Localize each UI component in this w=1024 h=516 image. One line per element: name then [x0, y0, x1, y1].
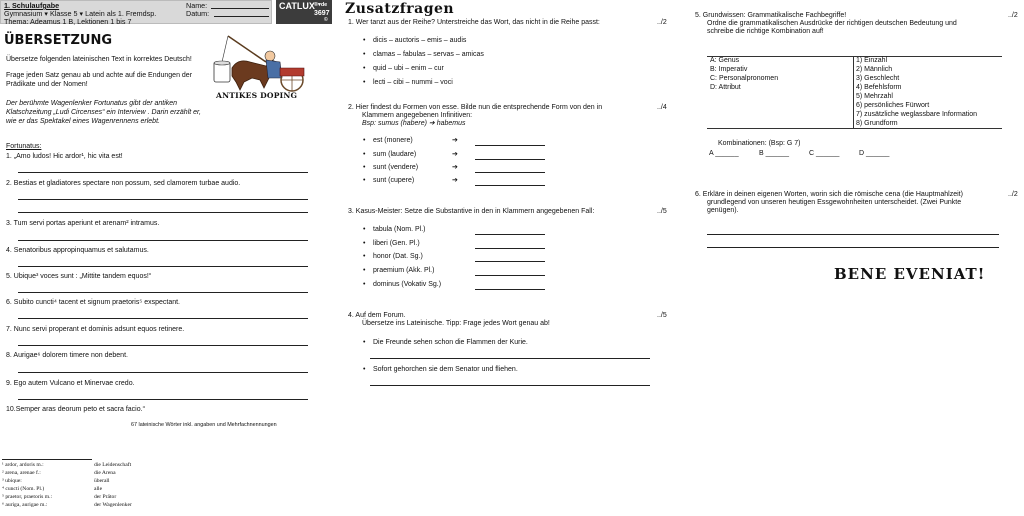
q2-item: • sum (laudare) [373, 151, 416, 160]
name-label: Name: [186, 1, 208, 10]
meaning-6: 6) persönliches Fürwort [856, 102, 930, 109]
sentence-1: 1. „Amo ludos! Hic ardor¹, hic vita est! [6, 153, 123, 160]
answer-line[interactable] [475, 185, 545, 186]
q6-points: ../2 [1008, 191, 1018, 198]
footnotes [2, 462, 162, 514]
answer-line[interactable] [475, 145, 545, 146]
q2-text-1: 2. Hier findest du Formen von esse. Bilde nun die entsprechende Form von den in [348, 104, 603, 111]
q2-example: Bsp: sumus (habere) ➔ habemus [362, 120, 466, 127]
combo-c[interactable]: C ______ [809, 150, 840, 157]
q4-text-1: 4. Auf dem Forum. [348, 312, 406, 319]
q2-text-2: Klammern angegebenen Infinitiven: [362, 112, 473, 119]
q2-points: ../4 [657, 104, 667, 111]
q1-item[interactable]: • clamas – fabulas – servas – amicas [373, 51, 484, 60]
closing-wish: BENE EVENIAT! [834, 265, 986, 283]
answer-line[interactable] [18, 372, 308, 373]
meaning-7: 7) zusätzliche weglassbare Information [856, 111, 978, 118]
sentence-8: 8. Aurigae⁶ dolorem timere non debent. [6, 352, 128, 359]
arrow-icon: ➔ [452, 151, 458, 158]
meaning-5: 5) Mehrzahl [856, 93, 893, 100]
footnote-meaning: überall [94, 478, 110, 484]
q6-text-3: genügen). [707, 207, 739, 214]
q5-text-3: schreibe die richtige Kombination auf! [707, 28, 824, 35]
q4-item: • Die Freunde sehen schon die Flammen der Kurie. [373, 339, 528, 348]
catlux-number: 3697 [314, 10, 330, 17]
footnote-meaning: der Wagenlenker [94, 502, 132, 508]
date-line[interactable] [214, 16, 269, 17]
q4-text-2: Übersetze ins Lateinische. Tipp: Frage jedes Wort genau ab! [362, 320, 550, 327]
q6-text-1: 6. Erkläre in deinen eigenen Worten, worin sich die römische cena (die Hauptmahlzeit) [695, 191, 963, 198]
arrow-icon: ➔ [452, 164, 458, 171]
answer-line[interactable] [475, 172, 545, 173]
term-d: D: Attribut [710, 84, 741, 91]
catlux-suffix: ®▾de [314, 2, 328, 8]
q3-item: • praemium (Akk. Pl.) [373, 267, 434, 276]
image-caption: ANTIKES DOPING [216, 91, 298, 100]
word-count-note: 67 lateinische Wörter inkl. angaben und Mehrfachnennungen [131, 422, 277, 428]
footnote-meaning: alle [94, 486, 103, 492]
answer-line[interactable] [18, 292, 308, 293]
q6-text-2: grundlegend von unseren heutigen Essgewohnheiten unterscheidet. (Zwei Punkte [707, 199, 962, 206]
combo-label: Kombinationen: (Bsp: G 7) [718, 140, 801, 147]
q4-points: ../5 [657, 312, 667, 319]
sentence-4: 4. Senatoribus appropinquamus et salutamus. [6, 247, 149, 254]
q1-item[interactable]: • dicis – auctoris – emis – audis [373, 37, 466, 46]
answer-line[interactable] [18, 266, 308, 267]
exam-title: 1. Schulaufgabe [4, 1, 60, 10]
translation-intro-1: Übersetze folgenden lateinischen Text in korrektes Deutsch! [6, 56, 192, 63]
q4-item: • Sofort gehorchen sie dem Senator und fliehen. [373, 366, 518, 375]
speaker-label: Fortunatus: [6, 143, 42, 150]
footnote-term: ³ ubique: [2, 478, 22, 484]
answer-line[interactable] [475, 275, 545, 276]
catlux-logo [276, 0, 332, 24]
q3-item: • honor (Dat. Sg.) [373, 253, 423, 262]
header-box [0, 0, 272, 24]
q3-item: • liberi (Gen. Pl.) [373, 240, 420, 249]
translation-title: ÜBERSETZUNG [4, 33, 112, 48]
footnote-term: ⁶ auriga, aurigae m.: [2, 502, 48, 508]
meaning-3: 3) Geschlecht [856, 75, 900, 82]
q1-points: ../2 [657, 19, 667, 26]
q1-item[interactable]: • lecti – cibi – nummi – voci [373, 79, 453, 88]
answer-line[interactable] [370, 385, 650, 386]
answer-line[interactable] [18, 240, 308, 241]
answer-line[interactable] [475, 289, 545, 290]
answer-line[interactable] [475, 248, 545, 249]
term-b: B: Imperativ [710, 66, 748, 73]
extra-questions-title: Zusatzfragen [345, 1, 455, 17]
answer-line[interactable] [707, 234, 999, 235]
q3-item: • dominus (Vokativ Sg.) [373, 281, 441, 290]
answer-line[interactable] [18, 212, 308, 213]
footnote-term: ⁴ cuncti (Nom. Pl.) [2, 486, 45, 492]
q5-text-1: 5. Grundwissen: Grammatikalische Fachbegriffe! [695, 12, 847, 19]
sentence-7: 7. Nunc servi properant et dominis adsunt equos retinere. [6, 326, 185, 333]
name-line[interactable] [211, 8, 269, 9]
catlux-mark: © [324, 17, 328, 23]
chariot-illustration [208, 32, 314, 100]
footnote-meaning: der Prätor [94, 494, 117, 500]
meaning-8: 8) Grundform [856, 120, 898, 127]
sentence-9: 9. Ego autem Vulcano et Minervae credo. [6, 380, 135, 387]
sentence-5: 5. Ubique³ voces sunt : „Mittite tandem equos!“ [6, 273, 152, 280]
topic-info: Thema: Adeamus 1 B, Lektionen 1 bis 7 [4, 17, 132, 26]
footnote-rule [2, 459, 92, 460]
q3-item: • tabula (Nom. Pl.) [373, 226, 426, 235]
date-label: Datum: [186, 9, 210, 18]
footnote-term: ¹ ardor, ardoris m.: [2, 462, 44, 468]
q2-item: • sunt (vendere) [373, 164, 418, 173]
term-a: A: Genus [710, 57, 740, 64]
answer-line[interactable] [18, 399, 308, 400]
sentence-10: 10.Semper aras deorum peto et sacra facio.“ [6, 406, 145, 413]
answer-line[interactable] [475, 234, 545, 235]
chariot-drawing [208, 32, 314, 100]
q3-points: ../5 [657, 208, 667, 215]
q1-text: 1. Wer tanzt aus der Reihe? Unterstreiche das Wort, das nicht in die Reihe passt: [348, 19, 600, 26]
translation-intro-2: Frage jeden Satz genau ab und achte auf die Endungen der Prädikate und der Nomen! [6, 72, 193, 88]
sentence-2: 2. Bestias et gladiatores spectare non possum, sed clamorem turbae audio. [6, 180, 241, 187]
answer-line[interactable] [475, 261, 545, 262]
sentence-6: 6. Subito cuncti⁴ tacent et signum praetoris⁵ exspectant. [6, 299, 181, 306]
q1-item[interactable]: • quid – ubi – enim – cur [373, 65, 444, 74]
footnote-meaning: die Leidenschaft [94, 462, 132, 468]
footnote-meaning: die Arena [94, 470, 116, 476]
q2-item: • sunt (cupere) [373, 177, 414, 186]
arrow-icon: ➔ [452, 177, 458, 184]
q5-points: ../2 [1008, 12, 1018, 19]
q2-item: • est (monere) [373, 137, 413, 146]
school-info: Gymnasium ▾ Klasse 5 ▾ Latein als 1. Fremdsp. [4, 9, 157, 18]
answer-line[interactable] [18, 172, 308, 173]
q5-text-2: Ordne die grammatikalischen Ausdrücke der richtigen deutschen Bedeutung und [707, 20, 957, 27]
footnote-term: ² arena, arenae f.: [2, 470, 41, 476]
catlux-brand: CATLUX [279, 1, 315, 11]
combo-d[interactable]: D ______ [859, 150, 890, 157]
answer-line[interactable] [18, 345, 308, 346]
combo-b[interactable]: B ______ [759, 150, 789, 157]
q3-text: 3. Kasus-Meister: Setze die Substantive in den in Klammern angegebenen Fall: [348, 208, 595, 215]
sentence-3: 3. Tum servi portas aperiunt et arenam² intramus. [6, 220, 160, 227]
meaning-4: 4) Befehlsform [856, 84, 902, 91]
combo-a[interactable]: A ______ [709, 150, 739, 157]
meaning-2: 2) Männlich [856, 66, 893, 73]
answer-line[interactable] [475, 159, 545, 160]
answer-line[interactable] [370, 358, 650, 359]
footnote-term: ⁵ praetor, praetoris m.: [2, 494, 53, 500]
table-divider [853, 57, 854, 129]
term-c: C: Personalpronomen [710, 75, 779, 82]
answer-line[interactable] [707, 247, 999, 248]
story-intro: Der berühmte Wagenlenker Fortunatus gibt der antiken Klatschzeitung „Ludi Circenses“ ein Interview . Darin erzählt er, wie er das Spektakel eines Wagenrennens erlebt. [6, 100, 201, 125]
meaning-1: 1) Einzahl [856, 57, 888, 64]
answer-line[interactable] [18, 199, 308, 200]
answer-line[interactable] [18, 318, 308, 319]
arrow-icon: ➔ [452, 137, 458, 144]
